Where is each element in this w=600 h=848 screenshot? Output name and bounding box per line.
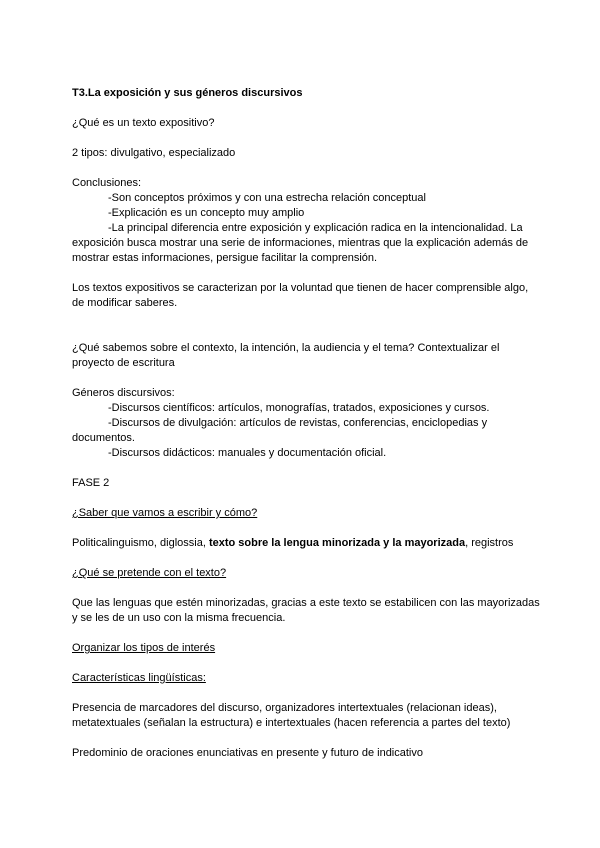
tipos-line: 2 tipos: divulgativo, especializado bbox=[72, 147, 236, 159]
fase-label: FASE 2 bbox=[72, 477, 110, 489]
textos-expositivos-paragraph: Los textos expositivos se caracterizan por la voluntad que tienen de hacer comprensible algo, de modificar saberes. bbox=[72, 282, 529, 309]
politica-tail: , registros bbox=[465, 537, 514, 549]
conclusion-item: -Son conceptos próximos y con una estrecha relación conceptual bbox=[108, 192, 426, 204]
caracteristicas-heading: Características lingüísticas: bbox=[72, 672, 206, 684]
genero-item: -Discursos científicos: artículos, monografías, tratados, exposiciones y cursos. bbox=[108, 402, 490, 414]
politica-text: Politicalinguismo, diglossia, bbox=[72, 537, 209, 549]
pretende-heading: ¿Qué se pretende con el texto? bbox=[72, 567, 227, 579]
marcadores-paragraph: Presencia de marcadores del discurso, organizadores intertextuales (relacionan ideas), metatextuales (señalan la estructura) e intertextuales (hacen referencia a partes del texto) bbox=[72, 702, 511, 729]
conclusiones-heading: Conclusiones: bbox=[72, 177, 142, 189]
politica-bold-text: texto sobre la lengua minorizada y la mayorizada bbox=[208, 537, 466, 549]
pretende-paragraph: Que las lenguas que estén minorizadas, gracias a este texto se estabilicen con las mayorizadas y se les de un uso con la misma frecuencia. bbox=[72, 597, 540, 624]
saber-heading: ¿Saber que vamos a escribir y cómo? bbox=[72, 507, 258, 519]
generos-heading: Géneros discursivos: bbox=[72, 387, 175, 399]
politica-line bbox=[72, 536, 542, 551]
document-body bbox=[72, 86, 542, 761]
conclusion-item: -Explicación es un concepto muy amplio bbox=[108, 207, 305, 219]
predominio-paragraph: Predominio de oraciones enunciativas en presente y futuro de indicativo bbox=[72, 747, 423, 759]
contexto-question: ¿Qué sabemos sobre el contexto, la intención, la audiencia y el tema? Contextualizar el proyecto de escritura bbox=[72, 342, 500, 369]
question-texto-expositivo: ¿Qué es un texto expositivo? bbox=[72, 117, 215, 129]
genero-item: -Discursos de divulgación: artículos de revistas, conferencias, enciclopedias y documentos. bbox=[72, 417, 488, 444]
organizar-heading: Organizar los tipos de interés bbox=[72, 642, 216, 654]
genero-item: -Discursos didácticos: manuales y documentación oficial. bbox=[108, 447, 387, 459]
conclusion-item: -La principal diferencia entre exposición y explicación radica en la intencionalidad. La exposición busca mostrar una serie de informaciones, mientras que la explicación además de mostrar estas informaciones, persigue facilitar la comprensión. bbox=[72, 222, 529, 264]
document-title: T3.La exposición y sus géneros discursivos bbox=[72, 87, 303, 99]
